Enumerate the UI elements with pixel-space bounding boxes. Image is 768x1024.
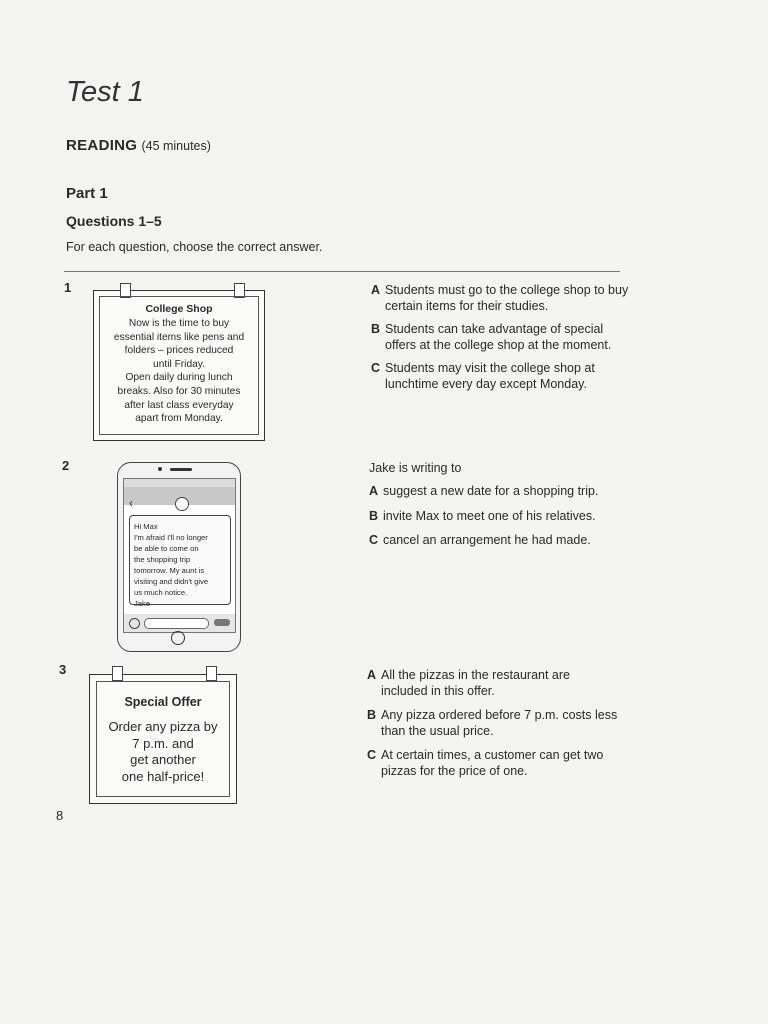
notice-body	[96, 719, 230, 785]
divider	[64, 271, 620, 272]
question-stem: Jake is writing to	[369, 461, 462, 475]
college-shop-notice	[93, 290, 265, 441]
notice-line: breaks. Also for 30 minutes	[117, 385, 241, 397]
pin-icon	[112, 666, 123, 681]
questions-heading: Questions 1–5	[66, 213, 162, 229]
notice-body	[102, 317, 256, 426]
special-offer-notice	[89, 674, 237, 804]
camera-icon	[158, 467, 162, 471]
option-b[interactable]: B invite Max to meet one of his relatives.	[369, 508, 596, 523]
notice-line: 7 p.m. and	[132, 735, 194, 751]
message-line: Jake	[134, 599, 151, 608]
phone-screen	[123, 478, 236, 633]
status-bar	[124, 479, 235, 487]
option-b[interactable]: B Students can take advantage of special offers at the college shop at the moment.	[371, 322, 612, 352]
test-title: Test 1	[66, 76, 144, 108]
message-text	[134, 521, 228, 609]
back-icon: ‹	[129, 496, 133, 510]
send-icon	[214, 619, 230, 626]
message-line: Hi Max	[134, 522, 158, 531]
notice-title: College Shop	[145, 303, 213, 315]
option-c[interactable]: C Students may visit the college shop at lunchtime every day except Monday.	[371, 361, 595, 391]
question-number: 1	[64, 280, 72, 295]
home-button-icon	[171, 631, 185, 645]
message-line: us much notice.	[134, 588, 188, 597]
avatar-icon	[175, 497, 189, 511]
pin-icon	[206, 666, 217, 681]
message-line: visiting and didn't give	[134, 577, 209, 586]
q1-options	[371, 283, 640, 392]
message-line: the shopping trip	[134, 555, 191, 564]
speaker-icon	[170, 468, 192, 471]
emoji-icon	[129, 618, 140, 629]
notice-line: get another	[130, 752, 196, 767]
notice-line: Order any pizza by	[108, 719, 218, 734]
notice-title: Special Offer	[124, 695, 202, 709]
instructions: For each question, choose the correct answer.	[66, 240, 323, 254]
option-a[interactable]: A All the pizzas in the restaurant are included in this offer.	[367, 668, 570, 698]
section-duration: (45 minutes)	[141, 139, 211, 153]
notice-line: one half-price!	[121, 768, 205, 784]
q3-options	[367, 668, 631, 779]
message-line: be able to come on	[134, 544, 199, 553]
option-a[interactable]: A suggest a new date for a shopping trip.	[369, 484, 599, 498]
notice-line: after last class everyday	[124, 399, 234, 411]
chat-header	[124, 487, 235, 510]
notice-line: folders – prices reduced	[124, 345, 234, 357]
notice-line: Now is the time to buy	[128, 318, 230, 329]
notice-line: essential items like pens and	[113, 331, 245, 343]
q2-options	[369, 461, 643, 549]
option-b[interactable]: B Any pizza ordered before 7 p.m. costs less than the usual price.	[367, 708, 618, 738]
message-line: tomorrow. My aunt is	[134, 566, 205, 575]
message-bubble	[129, 515, 231, 608]
notice-line: Open daily during lunch	[125, 372, 233, 384]
option-c[interactable]: C At certain times, a customer can get two pizzas for the price of one.	[367, 748, 604, 778]
notice-line: apart from Monday.	[135, 413, 223, 425]
message-field	[144, 618, 209, 629]
section-name: READING	[66, 137, 138, 154]
page-number: 8	[56, 808, 64, 823]
message-input-bar	[124, 614, 235, 632]
option-c[interactable]: C cancel an arrangement he had made.	[369, 533, 591, 547]
part-heading: Part 1	[66, 185, 108, 202]
question-number: 3	[59, 662, 67, 677]
option-a[interactable]: A Students must go to the college shop to buy certain items for their studies.	[371, 283, 629, 313]
section-heading	[66, 137, 211, 154]
phone-message	[117, 462, 241, 652]
message-line: I'm afraid I'll no longer	[134, 533, 208, 542]
notice-line: until Friday.	[153, 358, 205, 370]
question-number: 2	[62, 458, 70, 473]
